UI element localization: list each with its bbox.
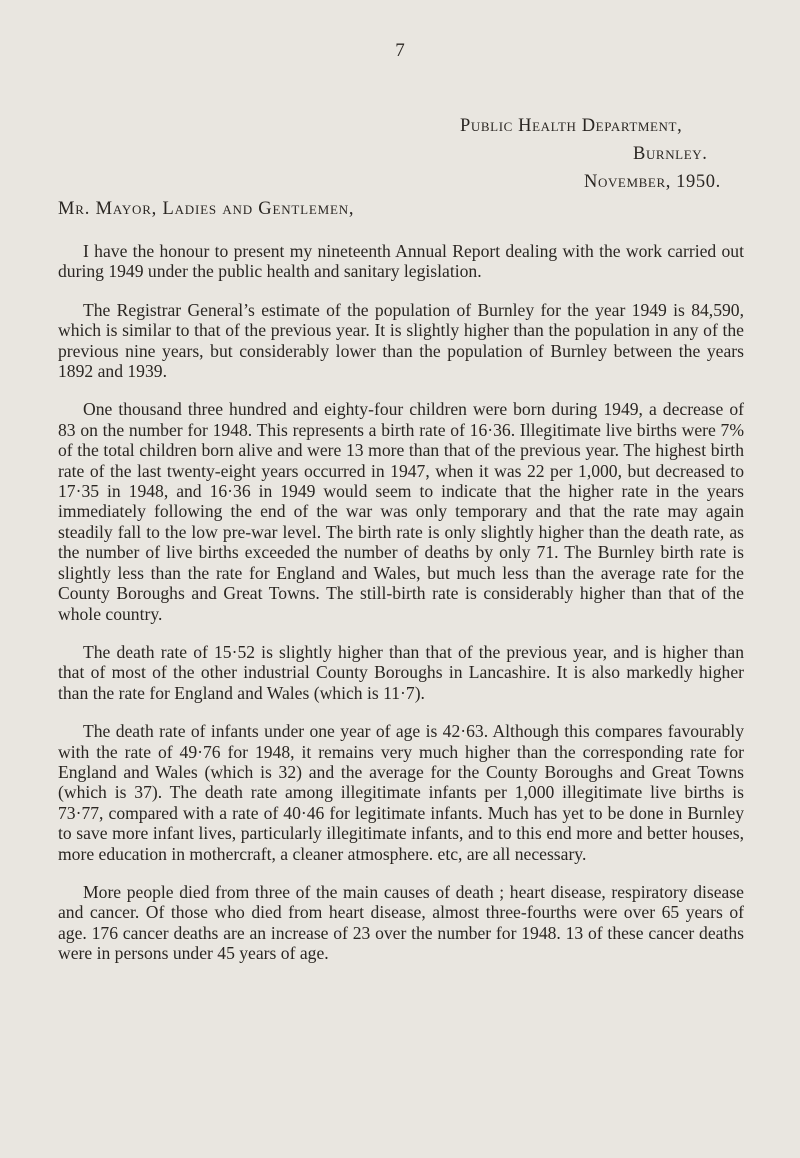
paragraph-infant-mortality: The death rate of infants under one year of age is 42·63. Although this compares favourably with the rate of 49·76 for 1948, it remains very much higher than the corresponding rate for England and Wales (which is 32) and the average for the County Boroughs and Great Towns (which is 37). The death rate among illegitimate infants per 1,000 illegitimate live births is 73·77, compared with a rate of 40·46 for legitimate infants. Much has yet to be done in Burnley to save more infant lives, particularly illegitimate infants, and to this end more and better houses, more education in mothercraft, a cleaner atmosphere. etc, are all necessary. (58, 721, 744, 864)
paragraph-births: One thousand three hundred and eighty-four children were born during 1949, a decrease of 83 on the number for 1948. This represents a birth rate of 16·36. Illegitimate live births were 7% of the total children born alive and were 13 more than that of the previous year. The highest birth rate of the last twenty-eight years occurred in 1947, when it was 22 per 1,000, but decreased to 17·35 in 1948, and 16·36 in 1949 would seem to indicate that the higher rate in the years immediately following the end of the war was only temporary and that the rate may again steadily fall to the low pre-war level. The birth rate is only slightly higher than the death rate, as the number of live births exceeded the number of deaths by only 71. The Burnley birth rate is slightly less than the rate for England and Wales, but much less than the average rate for the County Boroughs and Great Towns. The still-birth rate is considerably higher than that of the whole country. (58, 399, 744, 624)
paragraph-causes-of-death: More people died from three of the main causes of death ; heart disease, respiratory disease and cancer. Of those who died from heart disease, almost three-fourths were over 65 years of age. 176 cancer deaths are an increase of 23 over the number for 1948. 13 of these cancer deaths were in persons under 45 years of age. (58, 881, 744, 964)
paragraph-introduction: I have the honour to present my nineteenth Annual Report dealing with the work carried out during 1949 under the public health and sanitary legislation. (58, 241, 744, 282)
address-date: November, 1950. (584, 172, 721, 192)
paragraph-population: The Registrar General’s estimate of the population of Burnley for the year 1949 is 84,590, which is similar to that of the previous year. It is slightly higher than the population in any of the previous nine years, but considerably lower than the population of Burnley between the years 1892 and 1939. (58, 299, 744, 382)
address-department: Public Health Department, (460, 116, 683, 136)
paragraph-death-rate: The death rate of 15·52 is slightly higher than that of the previous year, and is higher than that of most of the other industrial County Boroughs in Lancashire. It is also markedly higher than the rate for England and Wales (which is 11·7). (58, 641, 744, 703)
letter-address (460, 112, 760, 196)
page-number: 7 (395, 40, 405, 61)
salutation: Mr. Mayor, Ladies and Gentlemen, (58, 199, 355, 219)
address-town: Burnley. (633, 144, 708, 164)
report-body (58, 241, 744, 982)
